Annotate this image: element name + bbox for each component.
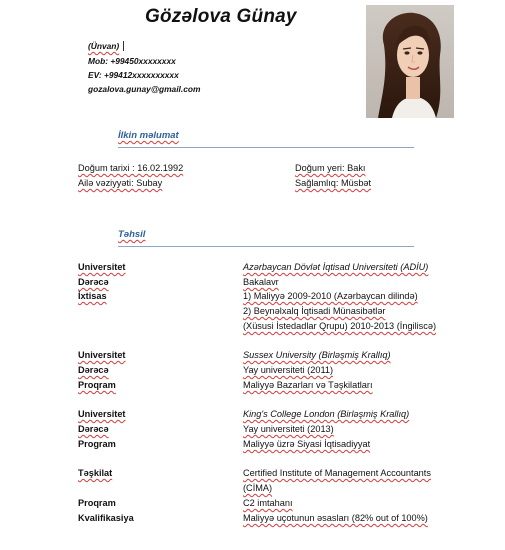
home-phone: EV: +99412xxxxxxxxxx [88,70,179,80]
edu-label: Dərəcə [78,365,109,375]
profile-photo [366,5,454,118]
section-title-basic-info: İlkin məlumat [118,130,179,141]
edu-label: Təşkilat [78,468,113,478]
marital-status: Ailə vəziyyəti: Subay [78,178,163,188]
edu-value: Yay universiteti (2011) [243,365,334,375]
edu-label: Dərəcə [78,424,109,434]
edu-value: Maliyyə Bazarları və Təşkilatları [243,380,373,390]
edu-label: İxtisas [78,291,107,301]
edu-label: Universitet [78,409,126,419]
edu-value: Bakalavr [243,277,279,287]
birth-date: Doğum tarixi : 16.02.1992 [78,163,184,173]
edu-value: King's College London (Birləşmiş Krallıq) [243,409,410,419]
edu-label: Universitet [78,262,126,272]
email-text: gozalova.gunay@gmail.com [88,84,201,94]
edu-value: C2 imtahanı [243,498,293,508]
edu-label: Dərəcə [78,277,109,287]
edu-value: Maliyyə uçotunun əsasları (82% out of 100%) [243,513,428,523]
health-status: Sağlamlıq: Müsbət [295,178,372,188]
edu-value: 2) Beynəlxalq İqtisadi Münasibətlər [243,306,386,316]
section-title-education: Təhsil [118,229,146,240]
section-divider [118,147,414,148]
edu-value: Certified Institute of Management Accountants [243,468,431,478]
section-divider [118,246,414,247]
birth-place: Doğum yeri: Bakı [295,163,366,173]
edu-value: (CİMA) [243,483,273,493]
edu-value: Sussex University (Birləşmiş Krallıq) [243,350,391,360]
edu-label: Universitet [78,350,126,360]
edu-label: Proqram [78,380,116,390]
mobile-phone: Mob: +99450xxxxxxxx [88,56,176,66]
edu-value: 1) Maliyyə 2009-2010 (Azərbaycan dilində) [243,291,418,301]
edu-value: Yay universiteti (2013) [243,424,334,434]
edu-label: Program [78,439,116,449]
text-cursor [123,41,124,51]
address-text: (Ünvan) [88,41,120,51]
edu-label: Proqram [78,498,116,508]
edu-value: Maliyyə üzrə Siyasi İqtisadiyyat [243,439,371,449]
candidate-name: Gözəlova Günay [145,6,297,27]
edu-value: Azərbaycan Dövlət İqtisad Universiteti (ADİU) [243,262,429,272]
edu-value: (Xüsusi İstedadlar Qrupu) 2010-2013 (İngiliscə) [243,321,437,331]
edu-label: Kvalifikasiya [78,513,134,523]
